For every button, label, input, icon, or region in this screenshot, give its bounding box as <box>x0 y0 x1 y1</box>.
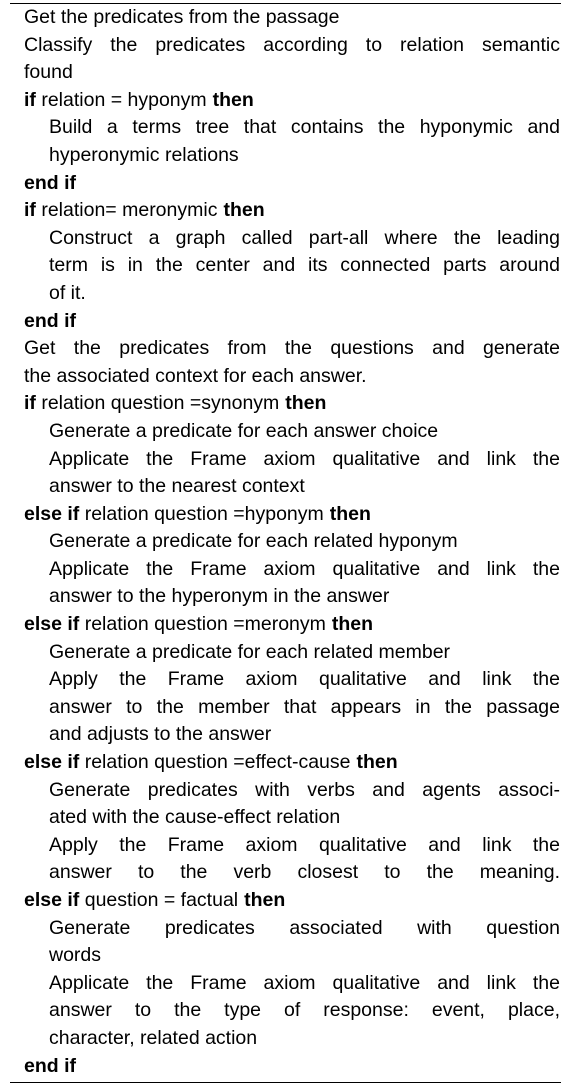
algorithm-line <box>0 473 561 501</box>
algorithm-line <box>0 997 561 1025</box>
algorithm-line <box>0 197 561 225</box>
line-text: words <box>49 944 102 967</box>
algorithm-line <box>0 32 561 60</box>
line-text: Build a terms tree that contains the hyponymic and <box>49 116 560 139</box>
keyword: if <box>24 392 36 415</box>
algorithm-line <box>0 114 561 142</box>
keyword: else if <box>24 502 80 525</box>
algorithm-line <box>0 59 561 87</box>
algorithm-line <box>0 777 561 805</box>
line-text: question = factual <box>84 889 239 911</box>
algorithm-line <box>0 528 561 556</box>
algorithm-line <box>0 170 561 198</box>
line-text: relation question =hyponym <box>84 502 324 525</box>
line-text: Get the predicates from the questions and generate <box>24 337 560 360</box>
line-text: the associated context for each answer. <box>24 364 367 387</box>
algorithm-line <box>0 335 561 363</box>
keyword: then <box>223 199 265 222</box>
line-text: answer to the hyperonym in the answer <box>49 585 390 608</box>
algorithm-line <box>0 832 561 860</box>
line-text: and adjusts to the answer <box>49 723 272 746</box>
algorithm-line <box>0 87 561 115</box>
keyword: then <box>331 613 374 636</box>
line-text: answer to the member that appears in the passage <box>49 695 560 718</box>
algorithm-line <box>0 804 561 832</box>
keyword: then <box>329 502 371 525</box>
algorithm-line <box>0 225 561 253</box>
algorithm-line <box>0 942 561 970</box>
algorithm-line <box>0 556 561 584</box>
keyword: then <box>285 392 327 415</box>
line-text: Construct a graph called part-all where the leading <box>49 226 560 249</box>
algorithm-line <box>0 446 561 474</box>
algorithm-line <box>0 418 561 446</box>
keyword: end if <box>24 171 76 194</box>
algorithm-line <box>0 4 561 32</box>
algorithm-line <box>0 252 561 280</box>
keyword: end if <box>24 309 76 332</box>
line-text: relation question =effect-cause <box>84 751 351 774</box>
keyword: else if <box>24 751 80 774</box>
line-text: Generate a predicate for each related member <box>49 640 451 663</box>
keyword: then <box>244 889 286 911</box>
algorithm-line <box>0 859 561 887</box>
line-text: character, related action <box>49 1026 258 1049</box>
algorithm-line <box>0 970 561 998</box>
keyword: if <box>24 199 36 222</box>
line-text: answer to the nearest context <box>49 475 305 498</box>
algorithm-line <box>0 666 561 694</box>
line-text: found <box>24 61 73 84</box>
keyword: else if <box>24 613 80 636</box>
line-text: Applicate the Frame axiom qualitative and link the <box>49 971 560 994</box>
algorithm-line <box>0 142 561 170</box>
algorithm-line <box>0 363 561 391</box>
algorithm-line <box>0 1053 561 1081</box>
line-text: relation question =meronym <box>84 613 326 636</box>
algorithm-line <box>0 887 561 915</box>
line-text: answer to the verb closest to the meaning. <box>49 861 560 884</box>
line-text: Generate a predicate for each related hyponym <box>49 530 458 553</box>
algorithm-line <box>0 639 561 667</box>
algorithm-line <box>0 694 561 722</box>
line-text: relation = hyponym <box>41 88 207 111</box>
line-text: Applicate the Frame axiom qualitative and link the <box>49 557 560 580</box>
algorithm-line <box>0 915 561 943</box>
line-text: hyperonymic relations <box>49 143 239 166</box>
line-text: term is in the center and its connected parts around <box>49 254 560 277</box>
algorithm-line <box>0 501 561 529</box>
keyword: end if <box>24 1054 76 1077</box>
keyword: then <box>212 88 254 111</box>
line-text: relation= meronymic <box>41 199 218 222</box>
line-text: answer to the type of response: event, place, <box>49 999 560 1022</box>
line-text: Apply the Frame axiom qualitative and link the <box>49 668 560 691</box>
line-text: Apply the Frame axiom qualitative and link the <box>49 833 560 856</box>
line-text: Applicate the Frame axiom qualitative and link the <box>49 447 560 470</box>
line-text: Generate predicates associated with question <box>49 916 560 939</box>
keyword: then <box>356 751 398 774</box>
algorithm-lines <box>0 4 561 1080</box>
algorithm-line <box>0 583 561 611</box>
bottom-rule <box>10 1082 561 1083</box>
algorithm-line <box>0 721 561 749</box>
line-text: Classify the predicates according to relation semantic <box>24 33 560 56</box>
keyword: if <box>24 88 36 111</box>
line-text: of it. <box>49 281 86 304</box>
line-text: Get the predicates from the passage <box>24 6 340 28</box>
algorithm-line <box>0 390 561 418</box>
algorithm-line <box>0 749 561 777</box>
line-text: Generate predicates with verbs and agents associ- <box>49 778 560 801</box>
algorithm-line <box>0 1025 561 1053</box>
line-text: ated with the cause-effect relation <box>49 806 341 829</box>
algorithm-line <box>0 308 561 336</box>
line-text: relation question =synonym <box>41 392 280 415</box>
algorithm-line <box>0 611 561 639</box>
line-text: Generate a predicate for each answer choice <box>49 419 439 442</box>
algorithm-line <box>0 280 561 308</box>
keyword: else if <box>24 889 80 911</box>
